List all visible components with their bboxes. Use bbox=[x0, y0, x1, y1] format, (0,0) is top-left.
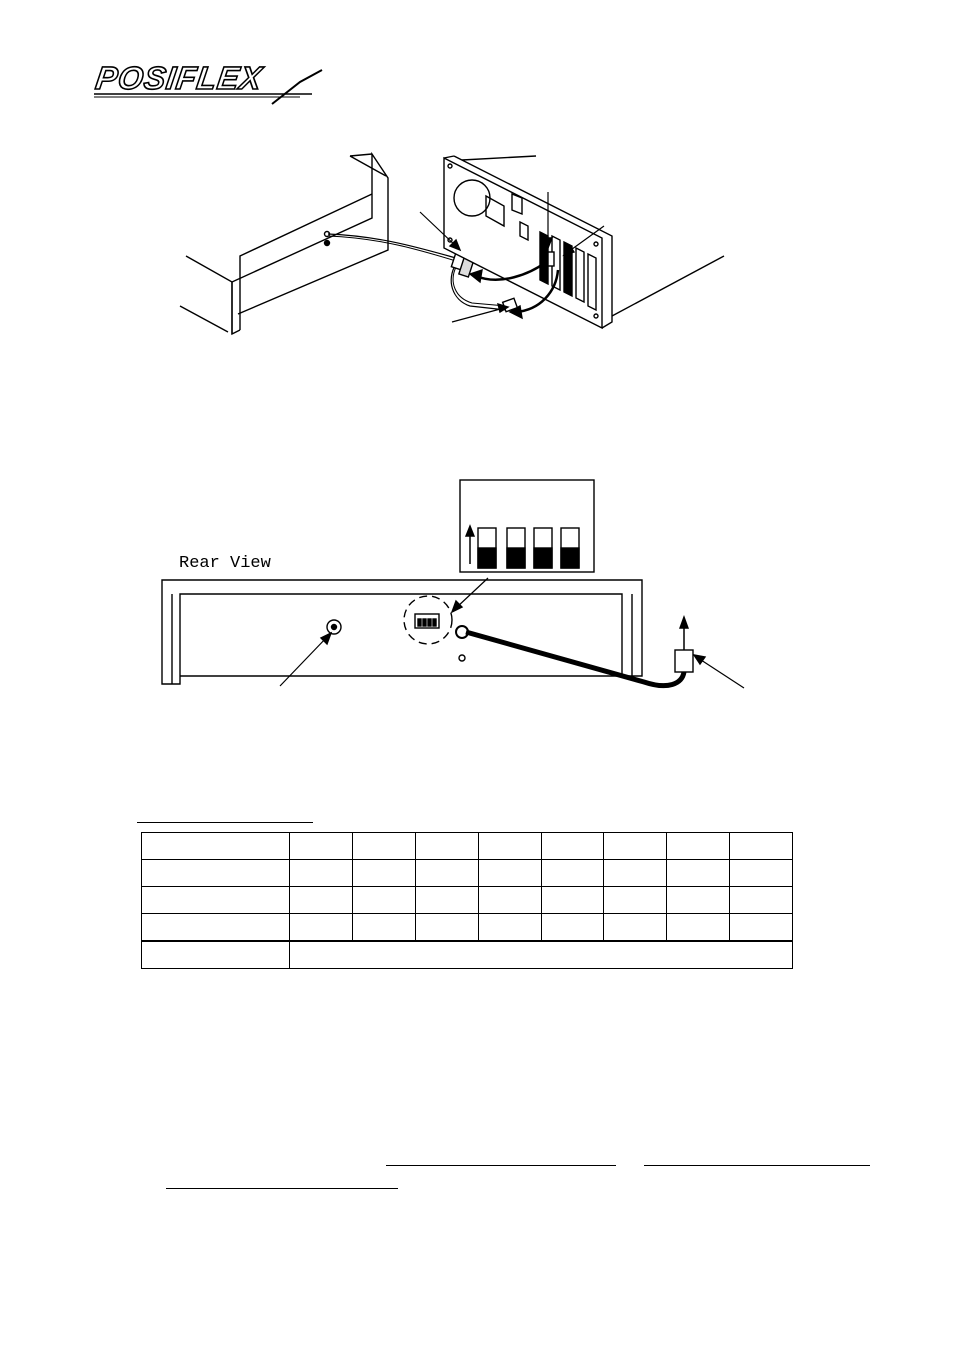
blank-underline-1 bbox=[386, 1165, 616, 1166]
keylock-icon bbox=[327, 620, 341, 634]
rear-view-label: Rear View bbox=[179, 554, 271, 573]
dip-switch-enlarged bbox=[460, 480, 594, 572]
dip-switch-1 bbox=[478, 528, 496, 568]
dip-switch-3 bbox=[534, 528, 552, 568]
table-row bbox=[142, 887, 793, 914]
drawer-rear-body bbox=[162, 580, 642, 684]
posiflex-logo: POSIFLEX bbox=[93, 60, 265, 96]
logo-underline bbox=[94, 70, 322, 104]
rj-plug-icon bbox=[675, 650, 693, 672]
table-row bbox=[142, 860, 793, 887]
dip-switch-small bbox=[415, 614, 439, 628]
cash-drawer-illustration bbox=[180, 154, 388, 334]
table-row bbox=[142, 941, 793, 969]
drawer-connection-diagram bbox=[180, 154, 724, 334]
table-heading-underline bbox=[137, 822, 313, 823]
dip-switch-2 bbox=[507, 528, 525, 568]
interface-cable bbox=[466, 632, 684, 686]
table-row bbox=[142, 914, 793, 942]
dip-switch-setting-table bbox=[141, 832, 793, 969]
dip-switch-4 bbox=[561, 528, 579, 568]
table-row bbox=[142, 833, 793, 860]
pc-back-panel-illustration bbox=[444, 156, 724, 328]
blank-underline-2 bbox=[644, 1165, 870, 1166]
blank-underline-3 bbox=[166, 1188, 398, 1189]
rear-view-diagram bbox=[162, 480, 744, 688]
